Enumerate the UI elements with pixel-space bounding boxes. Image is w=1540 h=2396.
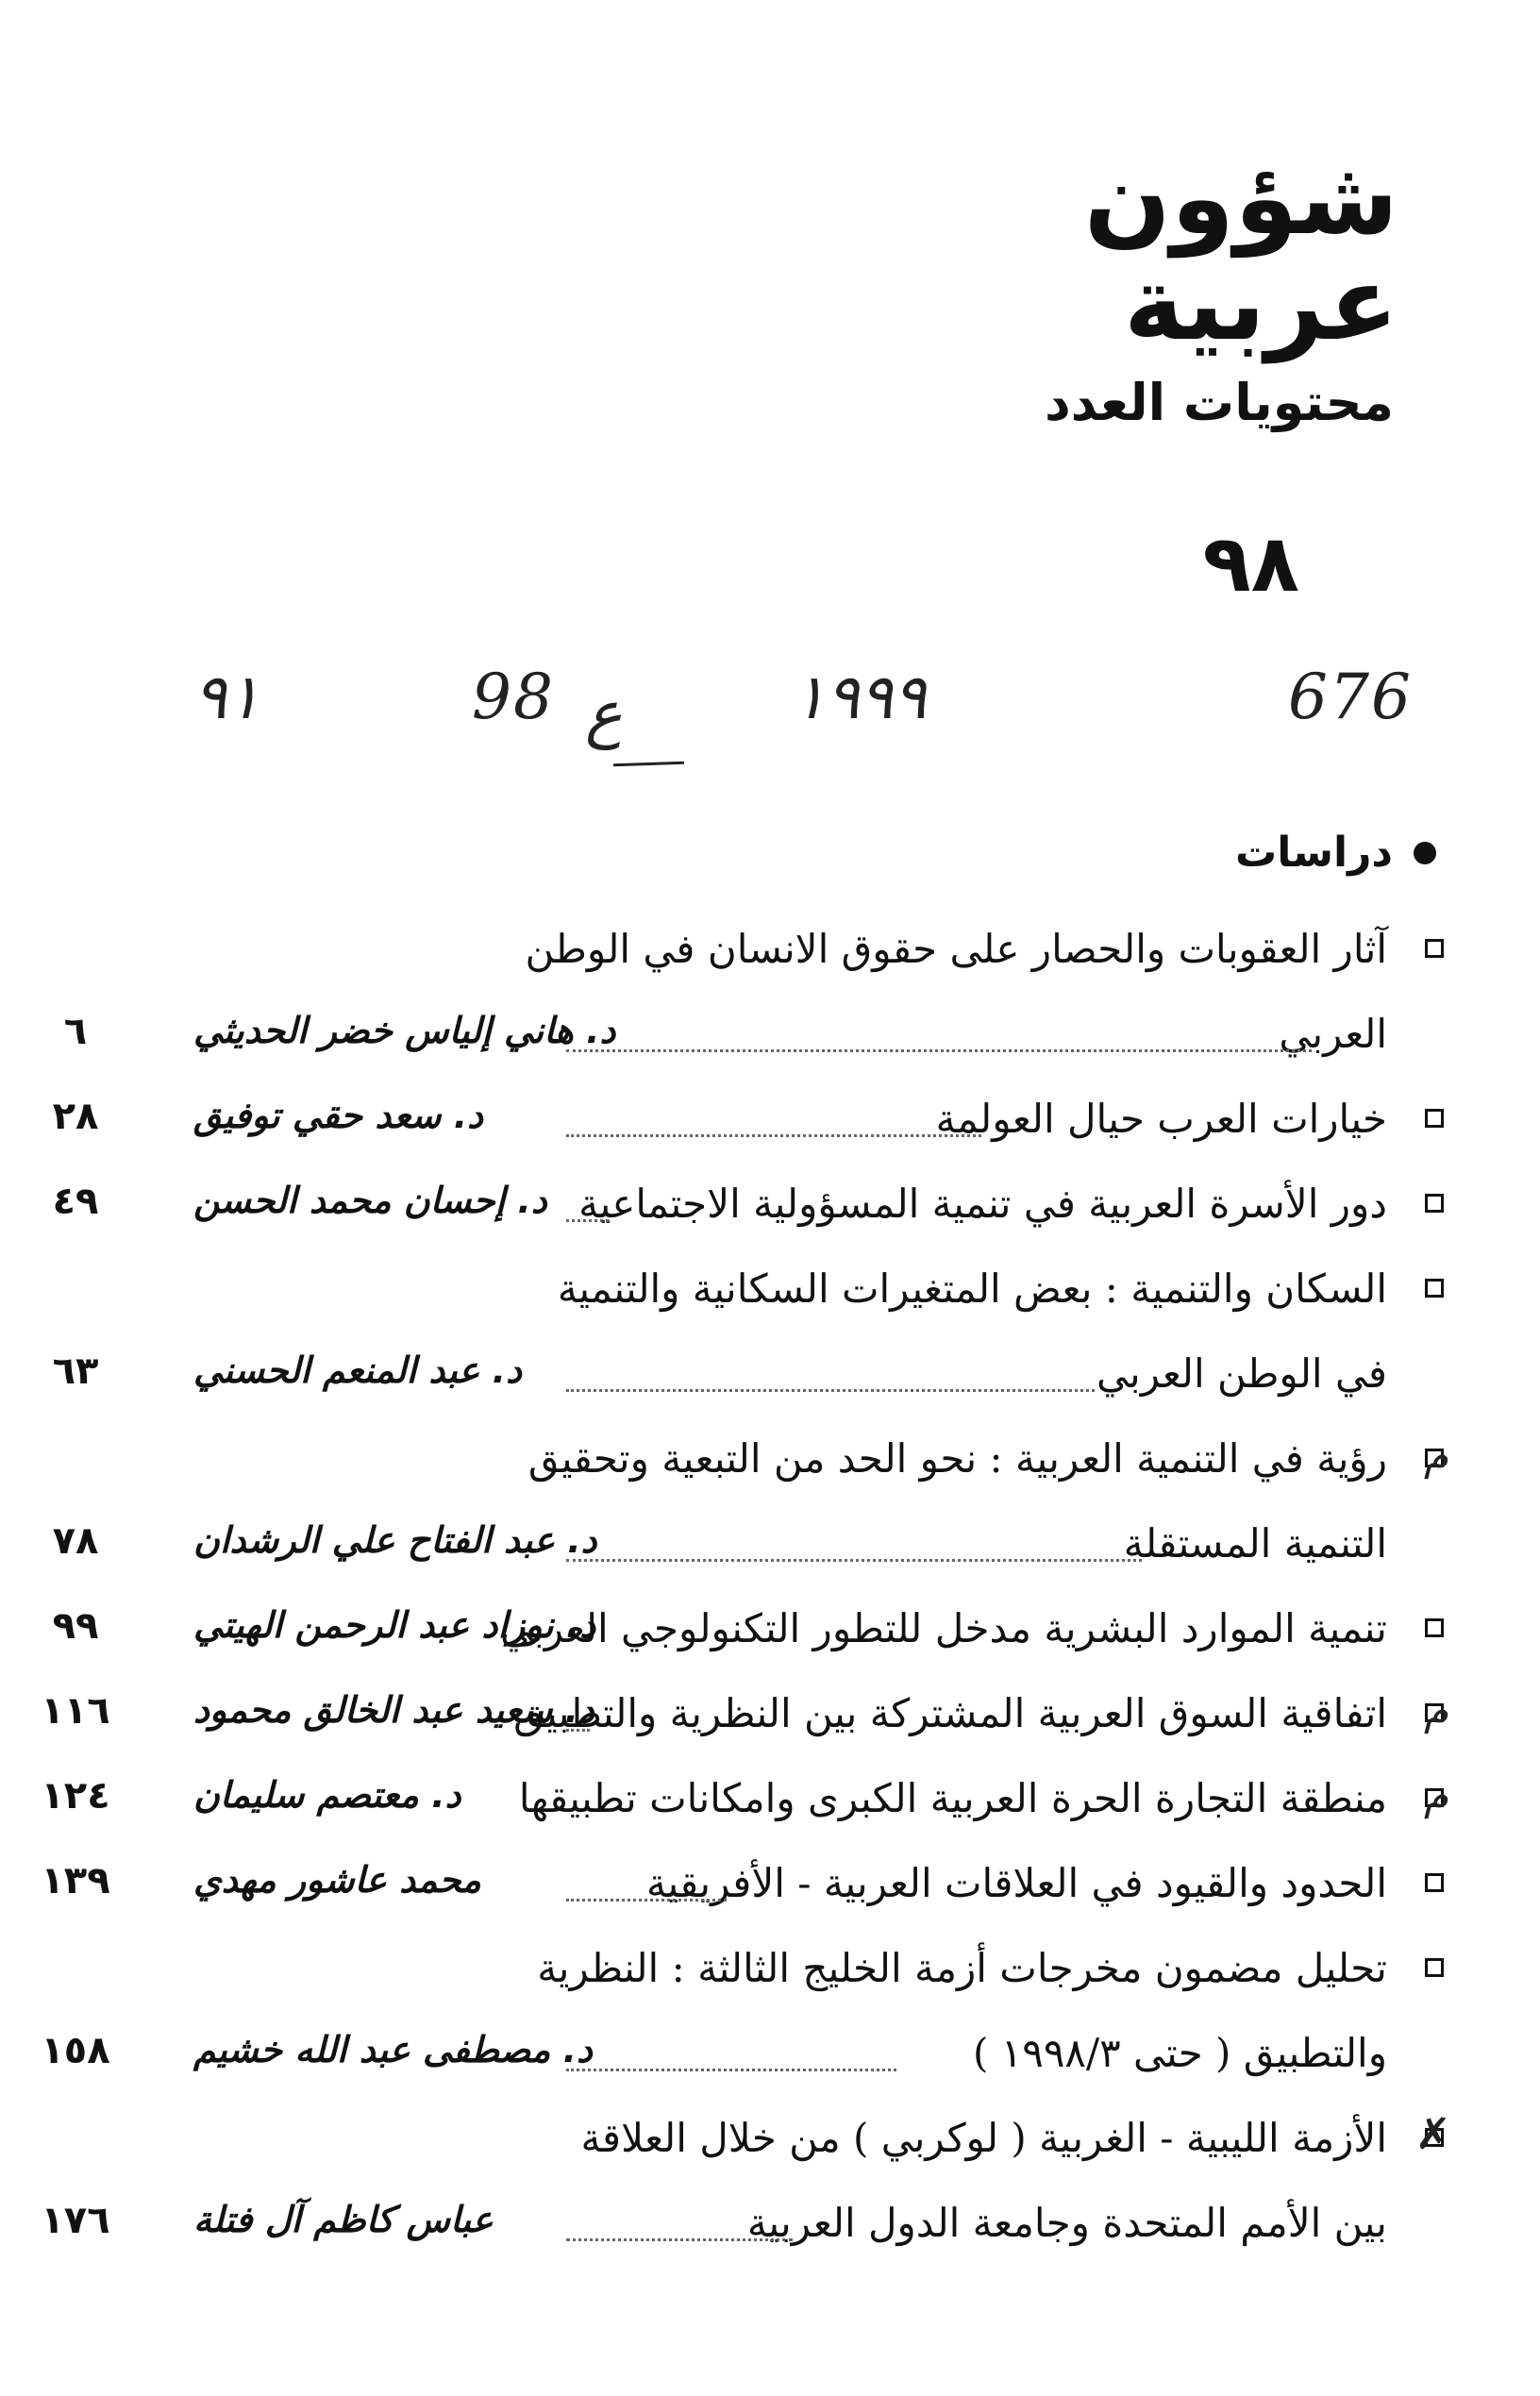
handwritten-annotation xyxy=(0,661,1540,774)
entry-title: تحليل مضمون مخرجات أزمة الخليج الثالثة : النظرية xyxy=(537,1945,1387,1991)
entry-title: خيارات العرب حيال العولمة xyxy=(935,1096,1387,1142)
toc-entry-line xyxy=(28,1085,1444,1161)
entry-title: دور الأسرة العربية في تنمية المسؤولية الاجتماعية xyxy=(578,1181,1387,1227)
checkbox-icon xyxy=(1425,1873,1444,1892)
section-header xyxy=(1235,829,1436,877)
handwritten-issue: 98 xyxy=(472,661,555,733)
toc-entry-line xyxy=(28,1680,1448,1755)
checkbox-icon xyxy=(1425,1194,1444,1213)
dot-leader xyxy=(566,1219,609,1222)
entry-title: الحدود والقيود في العلاقات العربية - الأفريقية xyxy=(645,1860,1387,1906)
entry-author: محمد عاشور مهدي xyxy=(193,1859,481,1901)
entry-title: رؤية في التنمية العربية : نحو الحد من التبعية وتحقيق xyxy=(527,1435,1387,1482)
entry-title: السكان والتنمية : بعض المتغيرات السكانية والتنمية xyxy=(557,1265,1387,1312)
toc-entry-line xyxy=(28,1425,1448,1500)
handwritten-letter: ع xyxy=(585,678,623,750)
dot-leader xyxy=(566,1134,981,1137)
entry-page-number: ١٢٤ xyxy=(41,1774,110,1818)
entry-author: د. سعيد عبد الخالق محمود xyxy=(193,1689,594,1731)
entry-page-number: ١١٦ xyxy=(41,1689,110,1733)
margin-mark: م xyxy=(1423,1687,1448,1734)
toc-entry-line xyxy=(28,2019,1444,2095)
entry-title: اتفاقية السوق العربية المشتركة بين النظرية والتطبيق xyxy=(513,1690,1387,1736)
entry-author: د. هاني إلياس خضر الحديثي xyxy=(193,1010,616,1051)
entry-author: د. نوزاد عبد الرحمن الهيتي xyxy=(193,1604,596,1646)
entry-page-number: ٧٨ xyxy=(52,1519,99,1563)
toc-entry-line xyxy=(28,1595,1444,1670)
dot-leader xyxy=(566,1389,1095,1392)
entry-author: د. عبد المنعم الحسني xyxy=(193,1349,523,1391)
toc-entry-line xyxy=(28,1510,1444,1585)
checkbox-icon xyxy=(1425,1958,1444,1977)
toc-entry-line xyxy=(28,1850,1444,1925)
entry-page-number: ١٣٩ xyxy=(41,1859,110,1902)
entry-title-continuation: في الوطن العربي xyxy=(1096,1350,1387,1397)
entry-author: د. معتصم سليمان xyxy=(193,1774,461,1816)
entry-title-continuation: بين الأمم المتحدة وجامعة الدول العربية xyxy=(746,2200,1387,2246)
journal-logo xyxy=(1083,140,1398,363)
checkbox-icon xyxy=(1425,1109,1444,1128)
entry-title: تنمية الموارد البشرية مدخل للتطور التكنولوجي العربي xyxy=(500,1605,1387,1651)
section-title: دراسات xyxy=(1235,829,1393,877)
toc-entry-line xyxy=(28,1000,1444,1076)
handwritten-left-mark: ٩١ xyxy=(193,661,260,733)
bullet-icon xyxy=(1414,842,1436,864)
entry-page-number: ٦٣ xyxy=(52,1349,99,1393)
dot-leader xyxy=(566,2238,793,2241)
checkbox-icon xyxy=(1425,1279,1444,1298)
issue-number: ٩٨ xyxy=(1202,517,1299,610)
margin-mark: م xyxy=(1423,1772,1448,1818)
entry-page-number: ٩٩ xyxy=(52,1604,99,1648)
entry-page-number: ١٥٨ xyxy=(41,2029,110,2072)
toc-entry-line xyxy=(28,1935,1444,2010)
entry-title-continuation: العربي xyxy=(1279,1011,1387,1057)
logo-line-2: عربية xyxy=(1123,245,1398,363)
entry-page-number: ٢٨ xyxy=(52,1095,99,1138)
dot-leader xyxy=(566,2069,896,2071)
entry-title: منطقة التجارة الحرة العربية الكبرى وامكانات تطبيقها xyxy=(518,1775,1387,1821)
toc-entry-line xyxy=(28,915,1444,991)
entry-author: د. مصطفى عبد الله خشيم xyxy=(193,2029,593,2070)
entry-page-number: ٦ xyxy=(63,1010,88,1053)
checkbox-icon xyxy=(1425,1618,1444,1637)
margin-mark: م xyxy=(1423,1433,1448,1479)
entry-title-continuation: التنمية المستقلة xyxy=(1123,1520,1387,1567)
toc-entry-line xyxy=(28,1340,1444,1416)
entry-author: د. سعد حقي توفيق xyxy=(193,1095,484,1136)
toc-entry-line xyxy=(28,2189,1444,2265)
toc-entry-line xyxy=(28,2104,1451,2180)
entry-author: د. إحسان محمد الحسن xyxy=(193,1180,547,1221)
dot-leader xyxy=(566,1899,727,1902)
entry-author: د. عبد الفتاح علي الرشدان xyxy=(193,1519,597,1561)
toc-entry-line xyxy=(28,1255,1444,1331)
toc-entry-line xyxy=(28,1765,1448,1840)
handwritten-code: 676 xyxy=(1288,661,1413,733)
contents-title: محتويات العدد xyxy=(1044,373,1394,432)
entry-title: الأزمة الليبية - الغربية ( لوكربي ) من خلال العلاقة xyxy=(580,2115,1387,2161)
toc-entry-line xyxy=(28,1170,1444,1246)
checkbox-icon xyxy=(1425,939,1444,958)
entry-author: عباس كاظم آل فتلة xyxy=(193,2199,494,2240)
entry-page-number: ٤٩ xyxy=(52,1180,99,1223)
entry-page-number: ١٧٦ xyxy=(41,2199,110,2242)
entry-title-continuation: والتطبيق ( حتى ١٩٩٨/٣ ) xyxy=(972,2030,1387,2076)
entry-title: آثار العقوبات والحصار على حقوق الانسان في الوطن xyxy=(525,926,1387,972)
cross-mark-icon: ✗ xyxy=(1414,2108,1451,2159)
dot-leader xyxy=(566,1049,1312,1052)
handwritten-year: ١٩٩٩ xyxy=(793,661,927,733)
dot-leader xyxy=(566,1559,1142,1562)
logo-line-1: شؤون xyxy=(1083,140,1398,258)
